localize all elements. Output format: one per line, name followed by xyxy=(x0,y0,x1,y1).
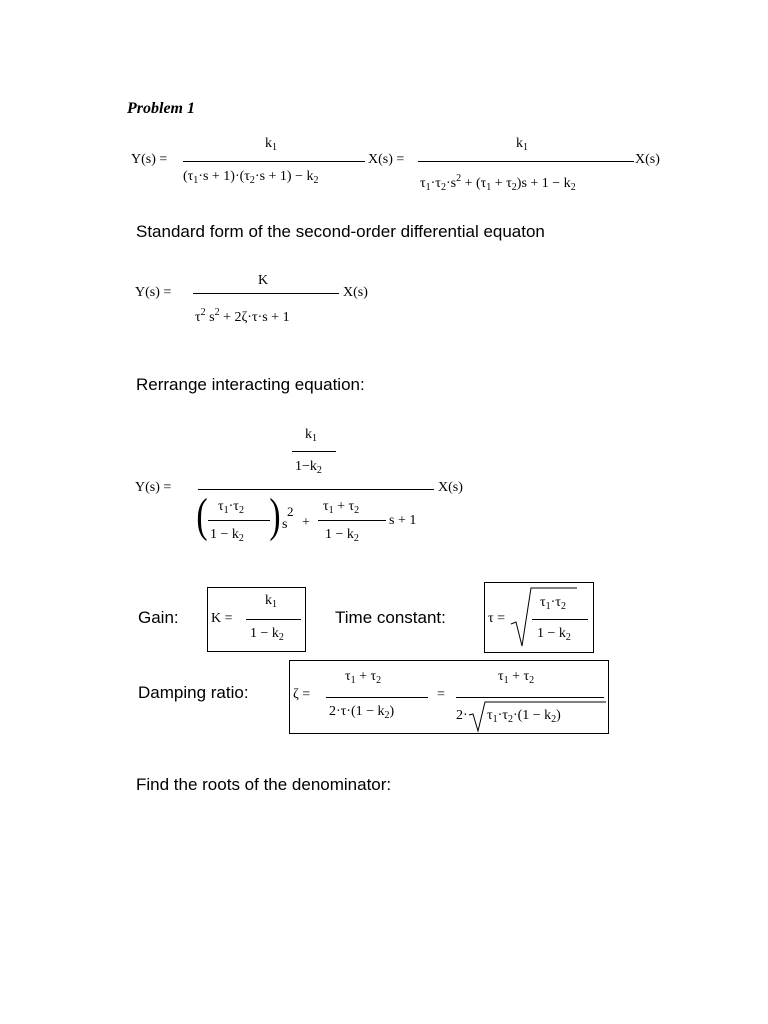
damping-den2-pre: 2· xyxy=(456,708,468,723)
time-constant-lhs: τ = xyxy=(488,611,506,626)
eq1-lhs: Y(s) = xyxy=(131,152,168,167)
eq1-den2: $\tau_1\cdot\tau_2\cdot s^2 + (\tau_1 + \tau_2)s + 1 - k_2$ xyxy=(420,173,576,193)
eq1-frac-bar-2 xyxy=(418,161,634,162)
eq3-plus: + xyxy=(302,515,310,530)
eq3-q-bar xyxy=(318,520,386,521)
eq3-p-bar xyxy=(208,520,270,521)
standard-form-text: Standard form of the second-order differential equaton xyxy=(136,222,545,241)
damping-eq: = xyxy=(437,687,445,702)
eq1-num2: $k_1$ xyxy=(516,136,528,153)
time-constant-bar xyxy=(532,619,588,620)
eq1-den1: $(\tau_1\cdot s + 1)\cdot(\tau_2\cdot s + 1) - k_2$ xyxy=(183,169,319,186)
eq3-s2: s xyxy=(282,517,288,532)
eq3-p-den: $1 - k_2$ xyxy=(210,527,244,544)
eq1-mid: X(s) = xyxy=(368,152,405,167)
eq1-frac-bar-1 xyxy=(183,161,365,162)
eq3-main-bar xyxy=(198,489,434,490)
eq2-den: $\tau^2$ $s^2 + 2\zeta\cdot\tau\cdot s + 1$ xyxy=(195,307,290,325)
eq2-frac-bar xyxy=(193,293,339,294)
eq3-q-den: $1 - k_2$ xyxy=(325,527,359,544)
eq1-rhs: X(s) xyxy=(635,152,660,167)
time-constant-num: $\tau_1\cdot\tau_2$ xyxy=(540,595,566,612)
eq3-open-paren: ( xyxy=(196,489,208,542)
damping-den1: $2\cdot\tau\cdot(1 - k_2)$ xyxy=(329,704,395,721)
eq3-rhs: X(s) xyxy=(438,480,463,495)
damping-num2: $\tau_1 + \tau_2$ xyxy=(498,669,535,686)
damping-label: Damping ratio: xyxy=(138,683,249,702)
eq2-rhs: X(s) xyxy=(343,285,368,300)
gain-label: Gain: xyxy=(138,608,179,627)
eq3-top-bar xyxy=(292,451,336,452)
gain-den: $1 - k_2$ xyxy=(250,626,284,643)
time-constant-label: Time constant: xyxy=(335,608,446,627)
time-constant-den: $1 - k_2$ xyxy=(537,626,571,643)
eq3-q-num: $\tau_1 + \tau_2$ xyxy=(323,499,360,516)
problem-title: Problem 1 xyxy=(127,100,195,117)
eq3-top-num: $k_1$ xyxy=(305,427,317,444)
rearrange-text: Rerrange interacting equation: xyxy=(136,375,365,394)
eq3-close-paren: ) xyxy=(269,489,281,542)
eq2-num: K xyxy=(258,273,269,288)
gain-lhs: K = xyxy=(211,611,233,626)
gain-bar xyxy=(246,619,301,620)
eq3-tail: s + 1 xyxy=(389,513,417,528)
damping-bar-2 xyxy=(456,697,604,698)
eq3-top-den: $1-k_2$ xyxy=(295,459,322,476)
eq2-lhs: Y(s) = xyxy=(135,285,172,300)
damping-lhs: ζ = xyxy=(293,687,311,702)
gain-num: $k_1$ xyxy=(265,593,277,610)
eq3-lhs: Y(s) = xyxy=(135,480,172,495)
eq3-p-exp: 2 xyxy=(287,504,294,519)
roots-text: Find the roots of the denominator: xyxy=(136,775,392,794)
eq1-num1: $k_1$ xyxy=(265,136,277,153)
eq3-p-num: $\tau_1\cdot\tau_2$ xyxy=(218,499,244,516)
damping-num1: $\tau_1 + \tau_2$ xyxy=(345,669,382,686)
damping-den2: $\tau_1\cdot\tau_2\cdot(1 - k_2)$ xyxy=(487,708,561,725)
damping-bar-1 xyxy=(326,697,428,698)
